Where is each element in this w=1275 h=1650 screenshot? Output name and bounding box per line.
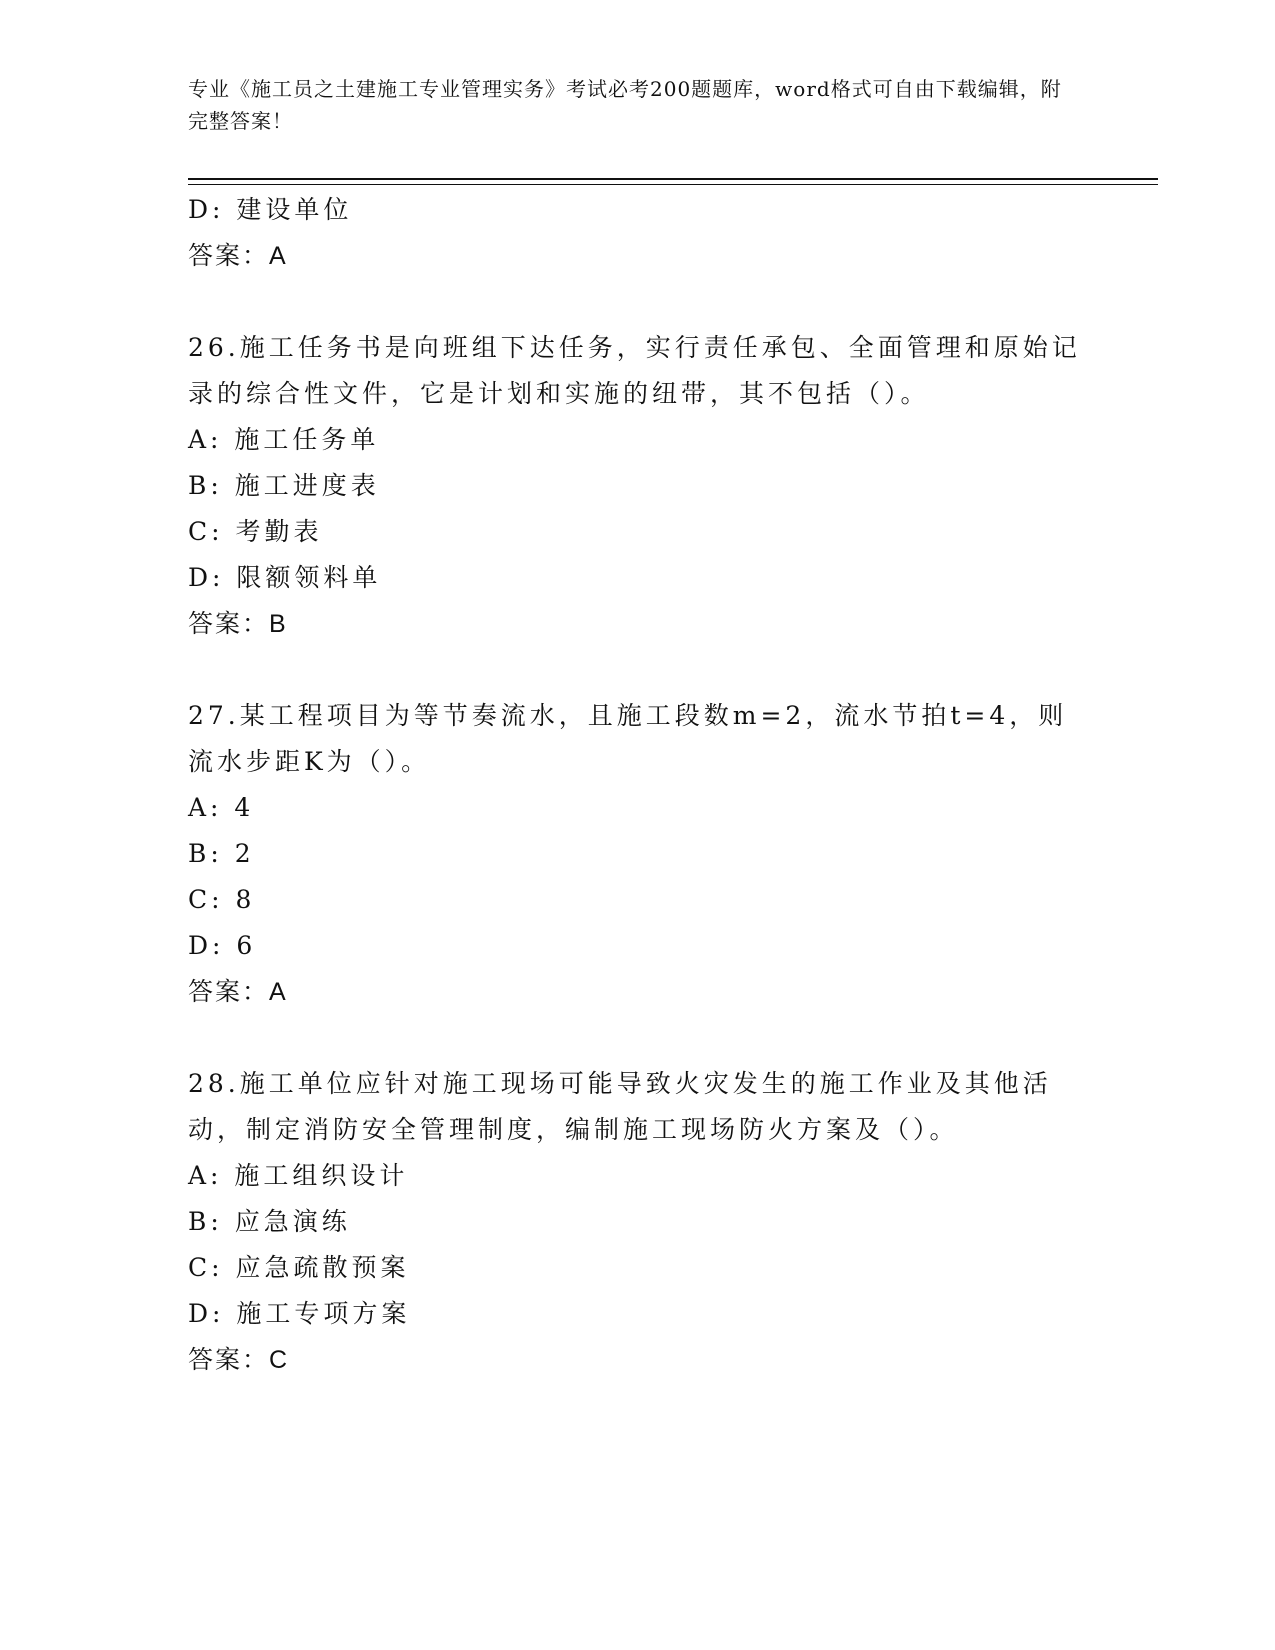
answer: 答案：A <box>188 978 288 1006</box>
option-a: A: 4 <box>188 793 255 822</box>
question-27 <box>188 693 1088 1015</box>
option-b: B: 应急演练 <box>188 1207 351 1236</box>
answer: 答案：B <box>188 610 288 638</box>
question-text: 27.某工程项目为等节奏流水，且施工段数m=2，流水节拍t=4，则流水步距K为（）。 <box>188 701 1068 776</box>
option-c: C: 应急疏散预案 <box>188 1253 410 1282</box>
option-d: D: 6 <box>188 931 257 960</box>
prev-answer: 答案：A <box>188 242 288 270</box>
question-28 <box>188 1061 1088 1383</box>
header-rule-thin <box>188 184 1158 185</box>
option-c: C: 考勤表 <box>188 517 323 546</box>
option-c: C: 8 <box>188 885 256 914</box>
document-body <box>188 187 1088 1383</box>
question-26 <box>188 325 1088 647</box>
option-d: D: 施工专项方案 <box>188 1299 411 1328</box>
option-a: A: 施工组织设计 <box>188 1161 409 1190</box>
question-text: 28.施工单位应针对施工现场可能导致火灾发生的施工作业及其他活动，制定消防安全管理制度，编制施工现场防火方案及（）。 <box>188 1069 1052 1144</box>
page-header: 专业《施工员之土建施工专业管理实务》考试必考200题题库，word格式可自由下载编辑，附完整答案！ <box>188 77 1062 133</box>
prev-option-d: D: 建设单位 <box>188 195 353 224</box>
question-text: 26.施工任务书是向班组下达任务，实行责任承包、全面管理和原始记录的综合性文件，它是计划和实施的纽带，其不包括（）。 <box>188 333 1081 408</box>
option-d: D: 限额领料单 <box>188 563 382 592</box>
option-a: A: 施工任务单 <box>188 425 380 454</box>
option-b: B: 2 <box>188 839 255 868</box>
header-rule-thick <box>188 178 1158 180</box>
answer: 答案：C <box>188 1346 290 1374</box>
option-b: B: 施工进度表 <box>188 471 380 500</box>
